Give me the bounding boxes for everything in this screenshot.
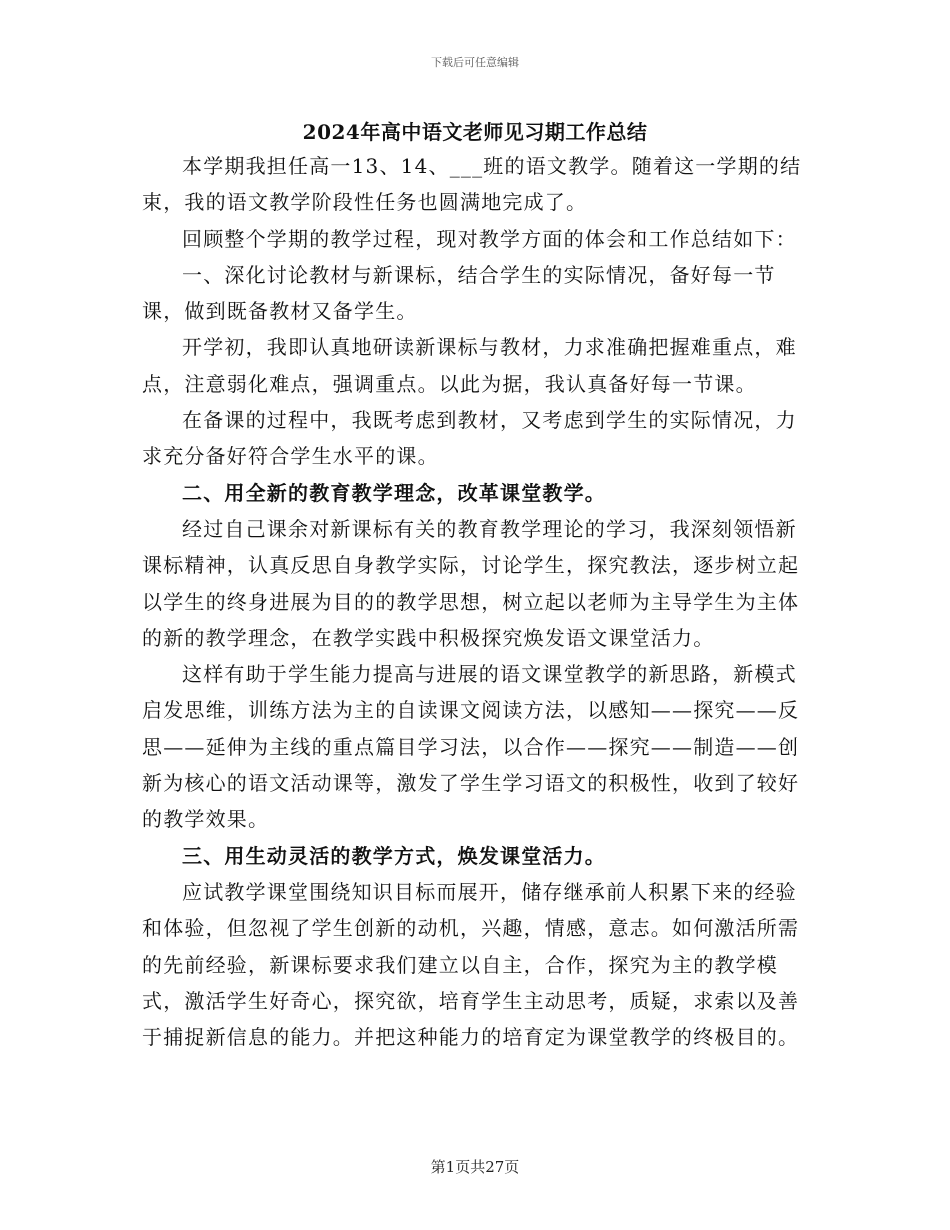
paragraph: 开学初，我即认真地研读新课标与教材，力求准确把握难重点，难点，注意弱化难点，强调重点。以此为据，我认真备好每一节课。 bbox=[142, 335, 797, 396]
page-footer: 第1页共27页 bbox=[430, 1158, 520, 1176]
document-body bbox=[142, 148, 810, 1055]
paragraph: 应试教学课堂围绕知识目标而展开，储存继承前人积累下来的经验和体验，但忽视了学生创新的动机，兴趣，情感，意志。如何激活所需的先前经验，新课标要求我们建立以自主，合作，探究为主的教学模式，激活学生好奇心，探究欲，培育学生主动思考，质疑，求索以及善于捕捉新信息的能力。并把这种能力的培育定为课堂教学的终极目的。 bbox=[142, 879, 800, 1050]
section-heading: 三、用生动灵活的教学方式，焕发课堂活力。 bbox=[182, 843, 606, 868]
paragraph: 一、深化讨论教材与新课标，结合学生的实际情况，备好每一节课，做到既备教材又备学生。 bbox=[142, 262, 776, 324]
paragraph: 回顾整个学期的教学过程，现对教学方面的体会和工作总结如下： bbox=[182, 226, 797, 251]
header-note: 下载后可任意编辑 bbox=[431, 56, 519, 69]
paragraph: 本学期我担任高一13、14、___班的语文教学。随着这一学期的结束，我的语文教学阶段性任务也圆满地完成了。 bbox=[142, 154, 802, 215]
section-heading: 二、用全新的教育教学理念，改革课堂教学。 bbox=[182, 480, 606, 505]
paragraph: 在备课的过程中，我既考虑到教材，又考虑到学生的实际情况，力求充分备好符合学生水平的课。 bbox=[142, 408, 797, 469]
paragraph: 经过自己课余对新课标有关的教育教学理论的学习，我深刻领悟新课标精神，认真反思自身教学实际，讨论学生，探究教法，逐步树立起以学生的终身进展为目的的教学思想，树立起以老师为主导学生为主体的新的教学理念，在教学实践中积极探究焕发语文课堂活力。 bbox=[142, 516, 800, 650]
paragraph: 这样有助于学生能力提高与进展的语文课堂教学的新思路，新模式启发思维，训练方法为主的自读课文阅读方法，以感知——探究——反思——延伸为主线的重点篇目学习法，以合作——探究——制造——创新为核心的语文活动课等，激发了学生学习语文的积极性，收到了较好的教学效果。 bbox=[142, 662, 800, 832]
document-title: 2024年高中语文老师见习期工作总结 bbox=[302, 120, 648, 144]
